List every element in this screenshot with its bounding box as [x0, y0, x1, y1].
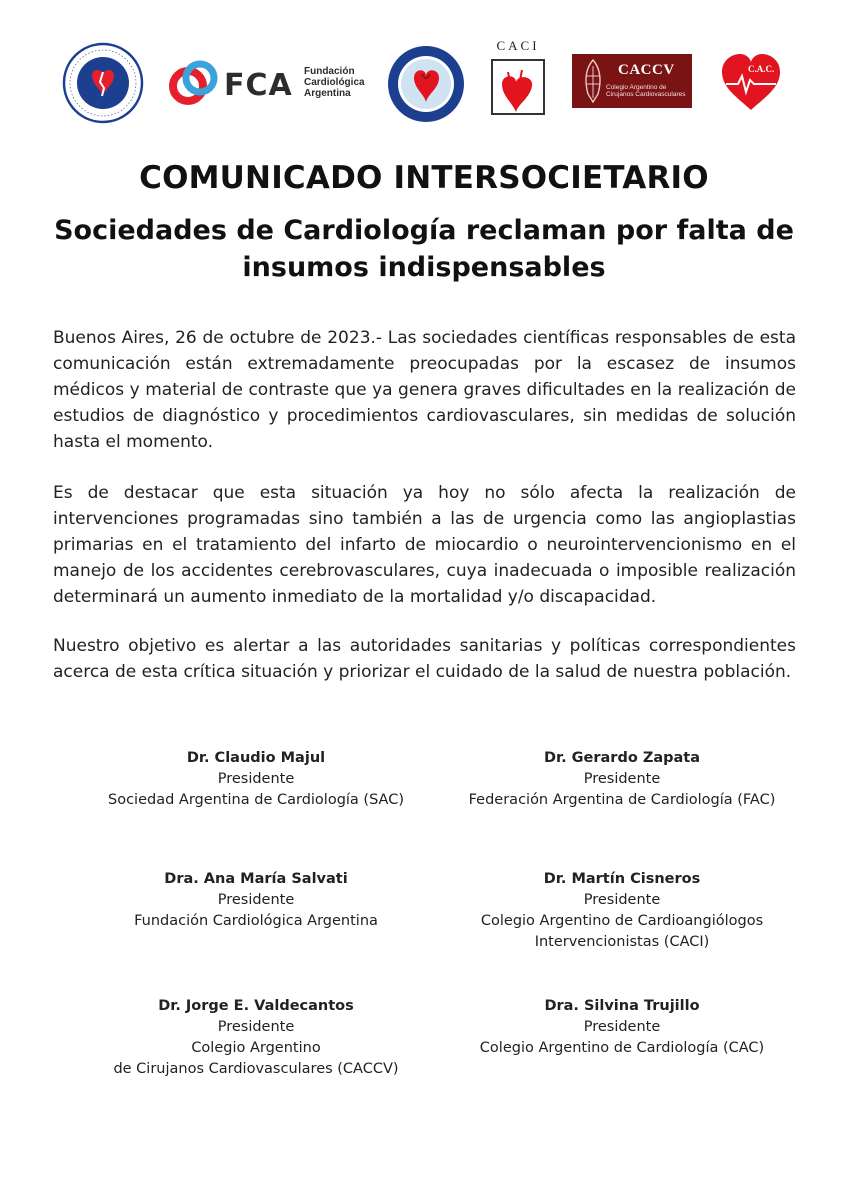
logo-row — [48, 38, 800, 130]
signatory-organization: Colegio Argentino — [191, 1040, 321, 1056]
signature-block — [452, 869, 792, 953]
signatory-organization: Federación Argentina de Cardiología (FAC) — [468, 792, 776, 808]
fca-acronym: FCA — [224, 68, 293, 103]
signature-block — [452, 996, 792, 1059]
signatory-organization-line-2: Intervencionistas (CACI) — [534, 934, 710, 950]
fac-logo — [386, 44, 466, 124]
caci-logo — [488, 38, 548, 118]
fca-full-name — [304, 66, 365, 99]
caccv-line-2: Cirujanos Cardiovasculares — [606, 91, 686, 98]
page-subtitle: Sociedades de Cardiología reclaman por falta de insumos indispensables — [54, 215, 794, 283]
signatory-name: Dr. Martín Cisneros — [543, 871, 701, 887]
signature-block — [452, 748, 792, 811]
paragraph-objective: Nuestro objetivo es alertar a las autoridades sanitarias y políticas correspondientes acerca de esta crítica situación y priorizar el cuidado de la salud de nuestra población. — [53, 636, 796, 682]
caccv-full-name — [606, 84, 688, 98]
signatory-organization: Fundación Cardiológica Argentina — [134, 913, 378, 929]
fca-line-1: Fundación — [304, 66, 355, 77]
signatory-organization: Sociedad Argentina de Cardiología (SAC) — [108, 792, 404, 808]
signatory-role: Presidente — [583, 771, 661, 787]
paragraph-impact: Es de destacar que esta situación ya hoy no sólo afecta la realización de intervenciones programadas sino también a las de urgencia como las angioplastias primarias en el tratamiento del infarto de miocardio o neurointervencionismo en el manejo de los accidentes cerebrovasculares, cuya inadecuada o imposible realización determinará un aumento inmediato de la mortalidad y/o discapacidad. — [53, 483, 796, 607]
signatory-organization-line-2: de Cirujanos Cardiovasculares (CACCV) — [113, 1061, 399, 1077]
signature-block — [86, 869, 426, 932]
signatory-name: Dra. Ana María Salvati — [164, 871, 348, 887]
signature-block — [86, 748, 426, 811]
signatory-name: Dr. Gerardo Zapata — [543, 750, 701, 766]
signatory-role: Presidente — [583, 892, 661, 908]
signatory-role: Presidente — [217, 892, 295, 908]
caci-name: CACI — [496, 38, 540, 53]
cac-name: C.A.C. — [748, 64, 775, 74]
signatory-role: Presidente — [583, 1019, 661, 1035]
signatory-name: Dr. Jorge E. Valdecantos — [158, 998, 354, 1014]
caccv-badge — [572, 54, 692, 108]
fca-line-2: Cardiológica — [304, 77, 365, 88]
page-title: COMUNICADO INTERSOCIETARIO — [139, 160, 709, 196]
sac-logo — [62, 42, 144, 124]
caccv-logo — [572, 54, 692, 108]
caccv-name: CACCV — [618, 62, 675, 78]
paragraph-intro: Buenos Aires, 26 de octubre de 2023.- Las sociedades científicas responsables de esta comunicación están extremadamente preocupadas por la escasez de insumos médicos y material de contraste que ya genera graves dificultades en la realización de estudios de diagnóstico y procedimientos cardiovasculares, sin medidas de solución hasta el momento. — [53, 328, 796, 452]
fca-logo — [166, 58, 366, 110]
signatory-name: Dra. Silvina Trujillo — [544, 998, 700, 1014]
fca-line-3: Argentina — [304, 88, 351, 99]
signatory-organization: Colegio Argentino de Cardioangiólogos — [480, 913, 764, 929]
cac-logo — [718, 50, 784, 116]
signatory-organization: Colegio Argentino de Cardiología (CAC) — [479, 1040, 765, 1056]
signatory-role: Presidente — [217, 1019, 295, 1035]
signatory-name: Dr. Claudio Majul — [186, 750, 326, 766]
caccv-line-1: Colegio Argentino de — [606, 84, 667, 91]
signature-block — [86, 996, 426, 1080]
signatory-role: Presidente — [217, 771, 295, 787]
